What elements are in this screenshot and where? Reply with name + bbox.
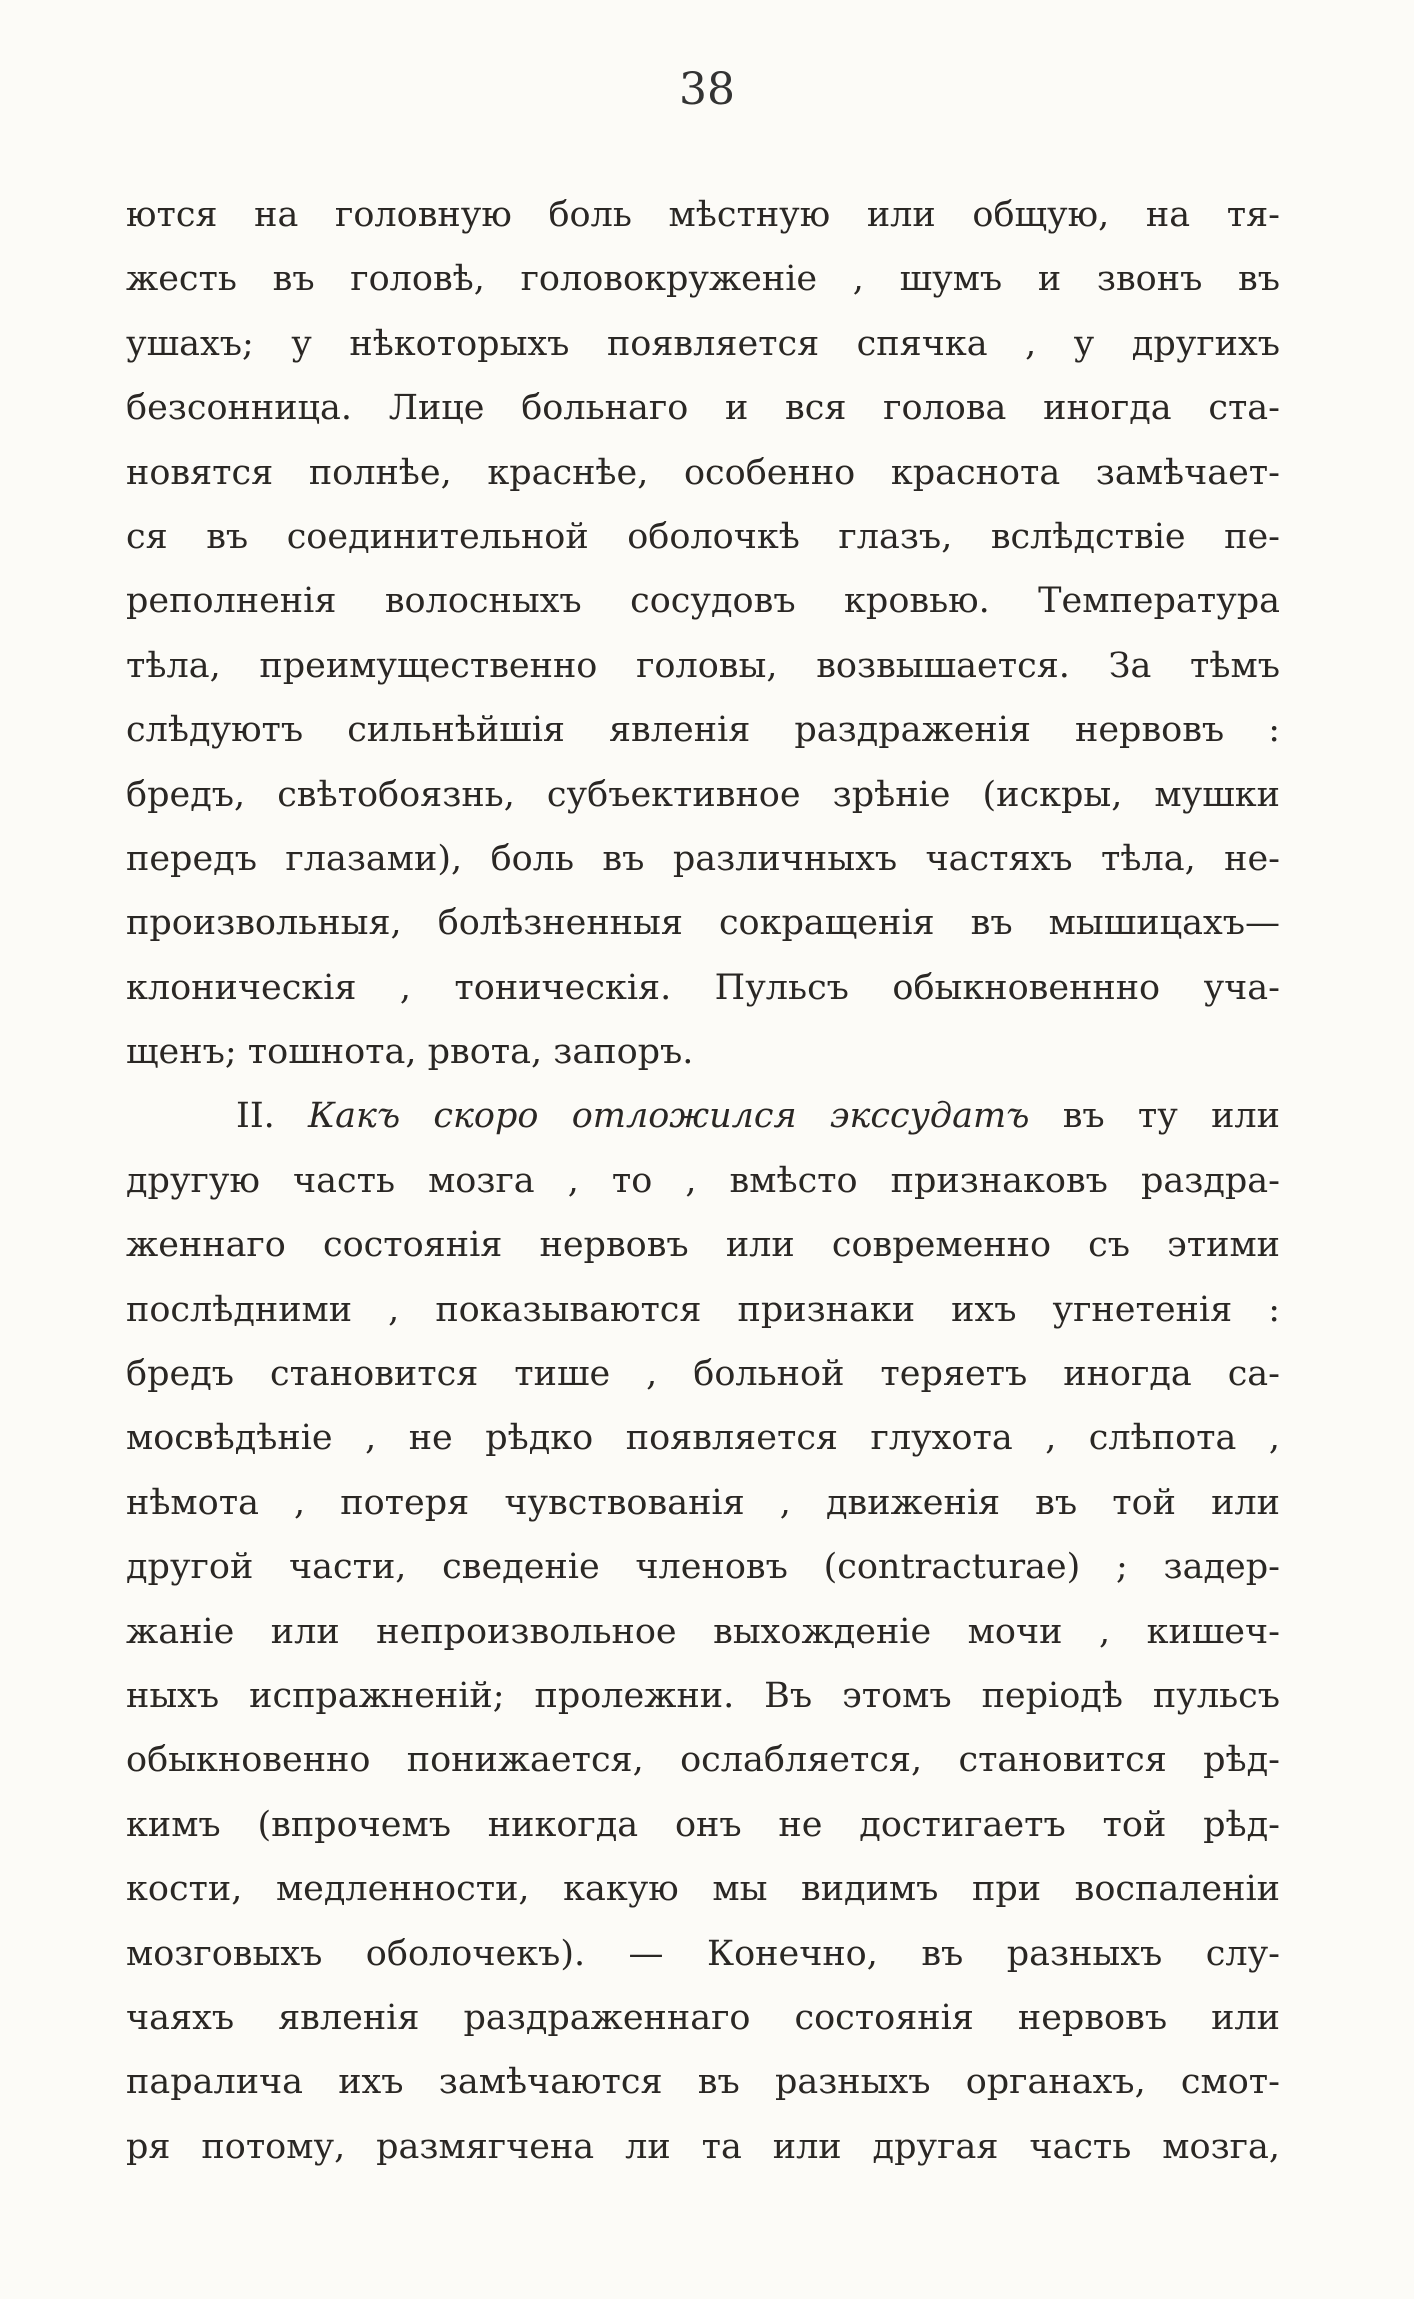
first-line-rest: въ ту или — [1029, 1096, 1280, 1137]
body-text — [126, 183, 1280, 2179]
text-line: кости, медленности, какую мы видимъ при воспаленіи — [126, 1869, 1280, 1910]
text-line: ся въ соединительной оболочкѣ глазъ, вслѣдствіе пе- — [126, 516, 1280, 557]
text-line: бредъ, свѣтобоязнь, субъективное зрѣніе (искры, мушки — [126, 774, 1280, 815]
text-line: паралича ихъ замѣчаются въ разныхъ органахъ, смот- — [126, 2062, 1280, 2103]
text-line: другую часть мозга , то , вмѣсто признаковъ раздра- — [126, 1160, 1280, 1201]
text-line: чаяхъ явленія раздраженнаго состоянія нервовъ или — [126, 1997, 1280, 2038]
text-line: произвольныя, болѣзненныя сокращенія въ мышицахъ— — [126, 903, 1280, 944]
text-line: ются на головную боль мѣстную или общую, на тя- — [126, 195, 1280, 235]
text-line: передъ глазами), боль въ различныхъ частяхъ тѣла, не- — [126, 838, 1280, 879]
text-line: клоническія , тоническія. Пульсъ обыкновеннно уча- — [126, 967, 1280, 1008]
text-line: другой части, сведеніе членовъ (contracturae) ; задер- — [126, 1547, 1280, 1588]
text-line: ря потому, размягчена ли та или другая часть мозга, — [126, 2126, 1280, 2167]
text-line: послѣдними , показываются признаки ихъ угнетенія : — [126, 1289, 1280, 1330]
text-line: нѣмота , потеря чувствованія , движенія въ той или — [126, 1482, 1280, 1523]
section-numeral: II. — [236, 1096, 275, 1137]
text-line: ныхъ испражненій; пролежни. Въ этомъ періодѣ пульсъ — [126, 1675, 1280, 1716]
text-line: жаніе или непроизвольное выхожденіе мочи , кишеч- — [126, 1611, 1280, 1652]
text-line: безсонница. Лице больнаго и вся голова иногда ста- — [126, 388, 1280, 429]
text-line: реполненія волосныхъ сосудовъ кровью. Температура — [126, 581, 1280, 622]
text-line: кимъ (впрочемъ никогда онъ не достигаетъ той рѣд- — [126, 1804, 1280, 1845]
text-line: бредъ становится тише , больной теряетъ иногда са- — [126, 1354, 1280, 1395]
text-line: ушахъ; у нѣкоторыхъ появляется спячка , у другихъ — [126, 323, 1280, 364]
text-line: жесть въ головѣ, головокруженіе , шумъ и звонъ въ — [126, 259, 1280, 300]
italic-phrase: Какъ скоро отложился экссудатъ — [308, 1096, 1030, 1137]
text-line: женнаго состоянія нервовъ или современно съ этими — [126, 1225, 1280, 1266]
page-number: 38 — [679, 64, 735, 115]
text-line: щенъ; тошнота, рвота, запоръ. — [126, 1032, 694, 1073]
text-line: слѣдуютъ сильнѣйшія явленія раздраженія нервовъ : — [126, 710, 1280, 751]
paragraph-2-first-line — [126, 1084, 1280, 1148]
text-line: новятся полнѣе, краснѣе, особенно краснота замѣчает- — [126, 452, 1280, 493]
text-line: мосвѣдѣніе , не рѣдко появляется глухота , слѣпота , — [126, 1418, 1280, 1459]
text-line: обыкновенно понижается, ослабляется, становится рѣд- — [126, 1740, 1280, 1781]
text-line: мозговыхъ оболочекъ). — Конечно, въ разныхъ слу- — [126, 1933, 1280, 1974]
text-line: тѣла, преимущественно головы, возвышается. За тѣмъ — [126, 645, 1280, 686]
